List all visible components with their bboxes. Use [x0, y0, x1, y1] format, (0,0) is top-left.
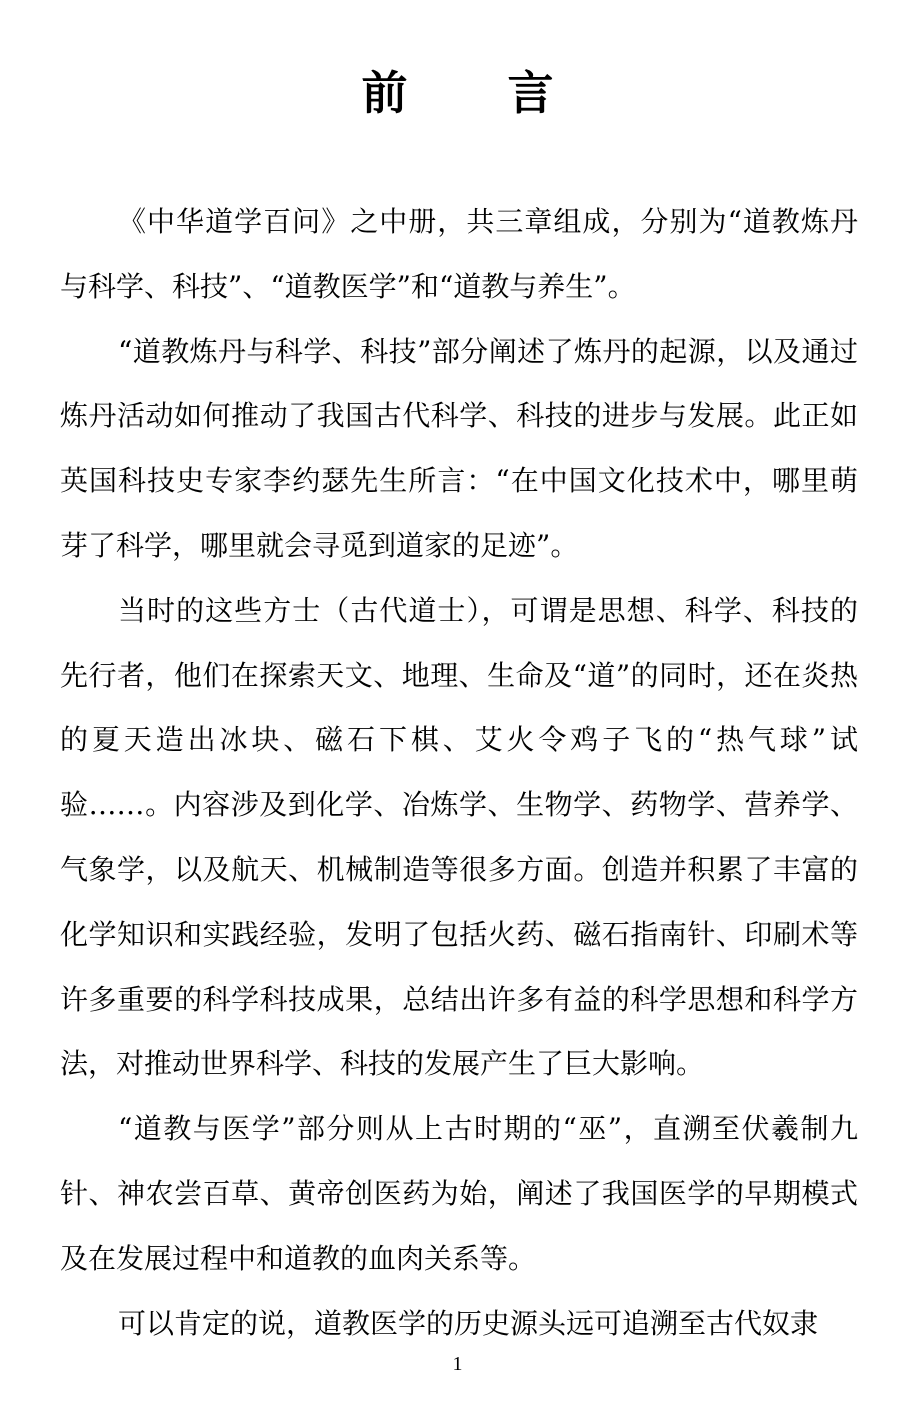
page-title: 前言 [361, 66, 654, 120]
paragraph: “道教炼丹与科学、科技”部分阐述了炼丹的起源，以及通过炼丹活动如何推动了我国古代科学、科技的进步与发展。此正如英国科技史专家李约瑟先生所言：“在中国文化技术中，哪里萌芽了科学，哪里就会寻觅到道家的足迹”。 [60, 334, 858, 562]
paragraph: 可以肯定的说，道教医学的历史源头远可追溯至古代奴隶 [118, 1306, 819, 1340]
paragraph: 《中华道学百问》之中册，共三章组成，分别为“道教炼丹与科学、科技”、“道教医学”和“道教与养生”。 [60, 205, 858, 303]
page-number: 1 [452, 1353, 463, 1375]
paragraph: 当时的这些方士（古代道士），可谓是思想、科学、科技的先行者，他们在探索天文、地理、生命及“道”的同时，还在炎热的夏天造出冰块、磁石下棋、艾火令鸡子飞的“热气球”试验……。内容涉及到化学、冶炼学、生物学、药物学、营养学、气象学，以及航天、机械制造等很多方面。创造并积累了丰富的化学知识和实践经验，发明了包括火药、磁石指南针、印刷术等许多重要的科学科技成果，总结出许多有益的科学思想和科学方法，对推动世界科学、科技的发展产生了巨大影响。 [60, 593, 858, 1081]
paragraph: “道教与医学”部分则从上古时期的“巫”，直溯至伏羲制九针、神农尝百草、黄帝创医药为始，阐述了我国医学的早期模式及在发展过程中和道教的血肉关系等。 [60, 1112, 858, 1275]
body-text [60, 190, 858, 1356]
